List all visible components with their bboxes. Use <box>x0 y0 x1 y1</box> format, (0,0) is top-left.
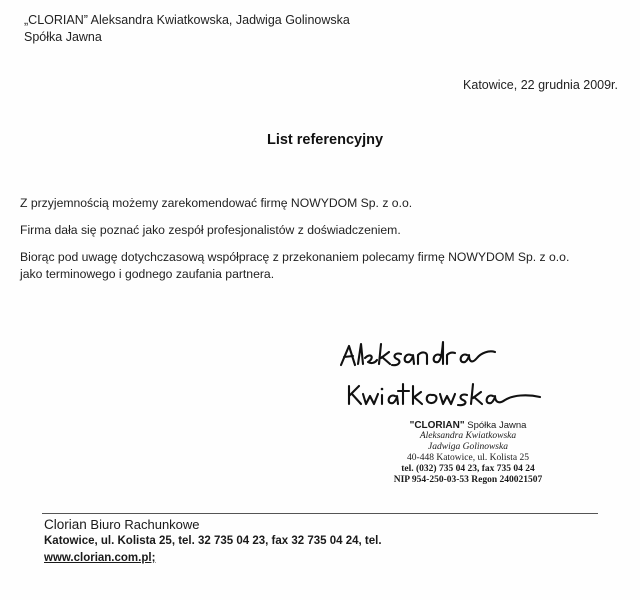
letter-body <box>20 195 620 293</box>
footer-firm <box>44 516 382 533</box>
stamp-brand: "CLORIAN" <box>409 420 465 431</box>
body-paragraph-3-line-1: Biorąc pod uwagę dotychczasową współpracę z przekonaniem polecamy firmę NOWYDOM Sp. z o.o. <box>20 250 570 264</box>
body-paragraph-3-line-2: jako terminowego i godnego zaufania partnera. <box>20 267 275 281</box>
footer-address: Katowice, ul. Kolista 25, tel. 32 735 04 23, fax 32 735 04 24, tel. <box>44 535 382 547</box>
letter-date: Katowice, 22 grudnia 2009r. <box>463 78 618 92</box>
stamp-name-1: Aleksandra Kwiatkowska <box>419 431 517 441</box>
footer-divider <box>42 513 598 514</box>
footer-firm-type: Biuro Rachunkowe <box>90 517 200 532</box>
stamp-ids: NIP 954-250-03-53 Regon 240021507 <box>393 475 543 485</box>
handwritten-signature <box>335 338 555 408</box>
letter-title: List referencyjny <box>266 132 384 148</box>
stamp-address: 40-448 Katowice, ul. Kolista 25 <box>407 453 529 463</box>
stamp-company-type: Spółka Jawna <box>467 420 527 431</box>
stamp-phone: tel. (032) 735 04 23, fax 735 04 24 <box>401 464 535 474</box>
stamp-name-2: Jadwiga Golinowska <box>428 442 508 452</box>
body-paragraph-1: Z przyjemnością możemy zarekomendować firmę NOWYDOM Sp. z o.o. <box>20 196 413 210</box>
company-name-line: „CLORIAN” Aleksandra Kwiatkowska, Jadwiga Golinowska <box>24 13 350 27</box>
footer <box>44 516 382 567</box>
footer-firm-name: Clorian <box>44 517 87 532</box>
company-stamp <box>368 420 568 486</box>
company-type-line: Spółka Jawna <box>24 30 102 44</box>
body-paragraph-2: Firma dała się poznać jako zespół profesjonalistów z doświadczeniem. <box>20 223 401 237</box>
company-header <box>24 12 350 46</box>
footer-website-link[interactable]: www.clorian.com.pl; <box>44 552 156 564</box>
stamp-title <box>368 420 568 431</box>
